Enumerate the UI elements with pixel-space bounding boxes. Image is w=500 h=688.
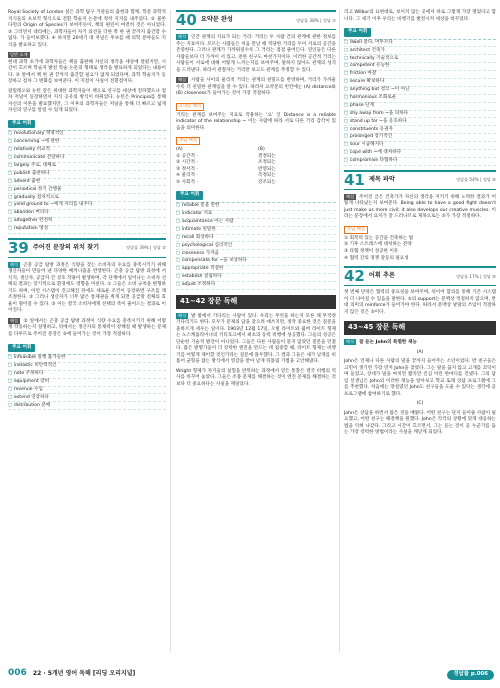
vocab-item: □ revolutionary 혁명적인 <box>8 131 166 139</box>
vocab-item: □ concerning ~에 관한 <box>8 139 166 147</box>
vocab-item: □ gradually 점차적으로 <box>8 194 166 202</box>
explanation-tag: 해설 <box>346 193 355 199</box>
translation-paragraph: 곤충 공급 탐방 과정은 식량을 찾는 소비자의 수요를 충족시키기 위해 생산자들이 만들어 낸 다양한 메커니즘을 반영한다. 곤충 공급 탐방 과정에 서식지, 생산자, 공급자 간 상호 작용이 발생하며, 각 단계에서 일어나는 소비자 선택의 결과는 장기적으로 환경에도 영향을 미친다. ① 그들은 소비 규칙을 변형하기도 하며, 이런 시스템이 견고해진 뒤에도 새로운 조건이 등장하면 구조를 재조정한다. ② 그러나 생산자가 너무 많은 통제권을 쥐게 되면 공급망 전체의 효율이 떨어질 수 있다. ③ 이는 결국 소비자에게 선택의 폭이 줄어드는 결과로 이어진다. <box>8 262 167 314</box>
option-a: ② 시간적 · <box>176 160 198 166</box>
vocab-item: □ equipment 장비 <box>8 379 166 387</box>
option-header: (B) <box>258 147 265 153</box>
vocab-item: □ cope with ~에 대처하다 <box>344 150 496 158</box>
translation-paragraph: 발 밖에서 기다리는 사람이 있다. 우리는 무엇을 하는지 모른 채 무작정 기다리기도 한다. 모두가 문제의 답을 찾으려 애쓰지만, 정작 중요한 것은 질문을 올바르게 세우는 일이다. 1903년 12월 17일, 오빌 라이트와 윌버 라이트 형제는 노스캐롤라이나의 키티호크에서 최초의 동력 비행에 성공했다. 그들의 성공은 단순한 기술적 발견이 아니었다. 그들은 다른 사람들이 묻지 않았던 질문을 던졌다. 많은 발명가들이 더 강력한 엔진을 만드는 데 집중할 때, 라이트 형제는 비행기를 어떻게 제어할 것인가라는 질문에 몰두했다. 그 결과 그들은 새가 날개를 비틀어 균형을 잡는 방식에서 영감을 받아 날개 뒤틀림 기법을 고안해냈다. <box>176 313 336 365</box>
vocab-item: □ publish 출판하다 <box>8 171 166 179</box>
section-header-41-42: 41~42 장문 독해 <box>176 295 336 309</box>
vocab-item: □ dwell 살다, 머무르다 <box>344 40 496 48</box>
question-rate: 정답률 38% | 정답 ① <box>295 17 336 23</box>
translation-tag: 해석 <box>10 261 19 267</box>
option-item: ① 회복력 있는 공간을 건축하는 법 <box>344 235 414 241</box>
explanation-paragraph: 현대 과학 초기에 과학자들은 책을 출판해 자신의 생각을 세상에 알렸지만, 시간이 흐르며 학술지 발전 학술 논문의 형태로 생각을 발표하게 되었다는 내용이다. ③ 앞에서 책 한 권 끝까지 출간할 필요가 없게 되었다며, 과학 학술지가 등장하고 점차 그 변화를 보여준다. 이 지점이 사실이 전환점이다. <box>8 59 166 85</box>
translation-tag: 해석 <box>178 34 187 39</box>
option-b: 강조되는 <box>258 179 276 185</box>
explanation-paragraph: 첫 번째 단락은 협력의 중요성을 보여주며, 뒤이어 합의를 통해 기존 시스템이 더 나아질 수 있음을 말한다. ⑤의 support는 문맥상 적절하지 않으며, 반대 의미의 reinforce가 들어가야 한다. 따라서 문맥상 낱말의 쓰임이 적절하지 않은 것은 ⑤이다. <box>344 290 496 315</box>
vocab-item: □ compensate for ~을 보상하다 <box>176 258 336 266</box>
vocab-item: □ competent 유능한 <box>344 63 496 71</box>
vocab-item: □ shy away from ~을 피하다 <box>344 111 496 119</box>
vocab-item: □ distribution 분배 <box>8 402 166 410</box>
option-item: ③ 타협 정책이 성공한 이유 <box>344 248 399 254</box>
vocab-item: □ harmonious 조화로운 <box>344 95 496 103</box>
explanation-paragraph: 사람들 사이의 물리적 거리는 관계의 친밀도를 반영하며, 거리가 가까울수록 더 친밀한 관계임을 알 수 있다. 따라서 요약문의 빈칸에는 (A) distance와 (B) closeness가 들어가는 것이 가장 적절하다. <box>176 78 336 97</box>
column-divider <box>339 10 340 652</box>
vocab-list <box>8 130 166 234</box>
vocab-heading: 주요 어휘 <box>8 120 35 129</box>
vocab-item: □ secure 확보하다 <box>344 79 496 87</box>
translation-paragraph-2: John은 상담을 하면서 많은 것을 배웠다. 어떤 친구는 단지 들어줄 사람이 필요했고, 어떤 친구는 해결책을 원했다. John은 각각의 상황에 맞게 대응하는 법을 익혀 나갔다. 그리고 시간이 흐르면서, 그는 듣는 것이 곧 누군가를 돕는 가장 강력한 방법이라는 사실을 깨닫게 되었다. <box>344 410 496 436</box>
question-number: 41 <box>344 170 365 189</box>
vocab-item: □ revenue 수입 <box>8 387 166 395</box>
vocab-list <box>176 202 336 290</box>
option-b: 결정되는 <box>258 153 276 159</box>
vocab-item: □ technically 기술적으로 <box>344 55 496 63</box>
translation-paragraph: John은 언제나 다른 사람의 말을 끝까지 들어주는 소년이었다. 반 친구들은 고민이 생기면 가장 먼저 John을 찾았다. 그는 말을 끊지 않고 고개를 끄덕이며 들었고, 상대가 말을 마치면 짧지만 진심 어린 한마디를 건넸다. 그의 담임 선생님은 John의 이러한 재능을 알아보고 학교 또래 상담 프로그램에 그를 추천했다. 처음에는 망설였던 John도 친구들을 도울 수 있다는 생각에 곧 프로그램에 참여하기로 했다. <box>344 359 496 397</box>
vocab-item: □ relatively 비교적 <box>8 147 166 155</box>
intro-paragraph: Royal Society of London 설은 과학 탐구 기관들의 출현과 함께, 학문 과학적 지식들의 초보적 형식으로 전환 학술지 논문에 정착 지지를 내주었다. ② 물론 다윈의 Origin of Species가 보여주듯이, 책의 편린이 여전히 것은 아니었다. ③ 그러면서 대리에는, 과학자들이 자기 의견을 더한 쪽 한 권 끝까지 출간할 수 없다. 가 들어보겠다. ④ 하지만 20세기 대 저널은 후보를 때 의학 분야들도 지식을 발표하고 있다. <box>8 10 166 48</box>
vocab-item: □ stand up for ~을 옹호하다 <box>344 118 496 126</box>
vocab-item: □ prolonged 장기적인 <box>344 134 496 142</box>
column-right <box>344 10 496 440</box>
vocab-item: □ phase 단계 <box>344 103 496 111</box>
passage-heading: 잘 듣는 John의 특별한 재능 <box>359 340 417 346</box>
vocab-item: □ note 주목하다 <box>8 371 166 379</box>
vocab-heading: 주요 어휘 <box>344 28 371 37</box>
translation-tag: 일반 소개 <box>10 52 28 58</box>
vocab-item: □ inelastic 비탄력적인 <box>8 363 166 371</box>
vocab-list <box>344 39 496 166</box>
explanation-tag: 해설 <box>178 77 187 83</box>
vocab-item: □ advent 출현 <box>8 179 166 187</box>
question-title: 제목 파악 <box>368 175 395 183</box>
vocab-item: □ establish 설립하다 <box>176 274 336 282</box>
vocab-item: □ recall 회상하다 <box>176 235 336 243</box>
vocab-item: □ closeness 가까움 <box>176 250 336 258</box>
question-number: 40 <box>176 11 197 29</box>
vocab-item: □ sour 시큼해지다 <box>344 142 496 150</box>
option-a: ① 공간적 · <box>176 153 198 159</box>
vocab-item: □ appropriate 적절한 <box>176 266 336 274</box>
column-middle <box>176 10 336 391</box>
answer-rate-badge: 정답률 p.006 <box>447 670 494 680</box>
option-b: 반영되는 <box>258 166 276 172</box>
page-footer <box>8 667 135 680</box>
option-header: (A) <box>176 147 183 153</box>
vocab-item: □ abandon 버리다 <box>8 210 166 218</box>
vocab-item: □ extend 연장하다 <box>8 394 166 402</box>
explanation-paragraph: ② 앞에서는 곤충 공급 탐방 과정이 식량 수요를 충족시키기 위해 어떻게 작동하는지 설명하고, 뒤에서는 생산자의 통제력이 강해질 때 발생하는 문제를 다루므로 주어진 문장은 ②에 들어가는 것이 가장 적절하다. <box>8 318 166 337</box>
explanation-tag: 해설 <box>10 317 19 323</box>
explanation-paragraph: 주어진 글은 건축가가 자신의 생각을 지키기 위해 노력한 결과가 어떻게 나타났는지 보여준다. Being able to have a good fight doesn't just make us more civil; it also develops our creative muscles. 이라는 문장에서 요지가 잘 드러나므로 제목으로는 ⑤가 가장 적절하다. <box>344 194 496 220</box>
vocab-item: □ friction 마찰 <box>344 71 496 79</box>
vocab-item: □ acquaintance 아는 사람 <box>176 219 336 227</box>
translation-paragraph: 인간 관계의 지표가 되는 거리: 거리는 두 사람 간의 관계에 관한 정보를 주는 지표이다. 모르는 사람들은 처음 만날 때 적당한 거리를 두어 서로의 공간을 존중한다. 그러나 관계가 가까워질수록 그 거리는 점점 줄어든다. 연인들은 다른 사람들보다 더 가까이 서 있고, 친한 친구도 마찬가지이다. 이러한 공간적 거리는 사람들이 서로에 대해 어떻게 느끼는지를 보여주며, 말하지 않아도 관계의 성격을 드러낸다. 따라서 관찰자는 거리만 보고도 관계를 추정할 수 있다. <box>176 35 336 73</box>
summary-paragraph: 거리는 관계를 보여주는 지표로 작용하는 ‘요’ 인 Distance is a reliable indicator of the relationship ~ 이는 사람에 따라 서로 다른 거리 감각이 있음을 의미한다. <box>176 112 336 131</box>
question-rate: 정답률 17% | 정답 ⑤ <box>455 273 496 279</box>
vocab-item: □ yield ground to ~에게 자리를 내주다 <box>8 202 166 210</box>
vocab-item: □ reputation 명성 <box>8 226 166 234</box>
vocab-item: □ architect 건축가 <box>344 47 496 55</box>
explanation-paragraph-2: 갈릴레오와 뉴턴 같은 위대한 과학자들이 책으로 연구를 세상에 전파했으나 점차 저널이 등장하면서 지식 공유의 방식이 바뀌었다. 뉴턴은 Principia를 통해 자신의 이론을 발표했지만, 그 이후의 과학자들은 저널을 통해 더 빠르고 넓게 자신의 연구를 알릴 수 있게 되었다. <box>8 88 166 114</box>
question-header-41 <box>344 170 496 190</box>
part-label: (C) <box>416 401 424 407</box>
question-title: 요약문 완성 <box>200 16 233 24</box>
translation-tag: 해석 <box>346 339 355 345</box>
translation-paragraph-2: Wright 형제가 자기들의 실험을 반복하는 과정에서 얻은 통찰은 결국 비행의 역사를 바꾸어 놓았다. 그들은 조종 문제를 해결하는 것이 엔진 문제를 해결하는 것보다 더 중요하다는 사실을 깨달았다. <box>176 368 336 387</box>
page-number: 006 <box>8 668 27 679</box>
vocab-item: □ altogether 완전히 <box>8 218 166 226</box>
option-a: ④ 물리적 · <box>176 173 198 179</box>
translation-tag: 해석 <box>178 312 187 318</box>
vocab-item: □ anything but 결코 ~이 아닌 <box>344 87 496 95</box>
option-item: ④ 협력 간의 경쟁 갈등의 필요성 <box>344 255 409 261</box>
vocab-item: □ psychological 심리적인 <box>176 242 336 250</box>
question-header-39 <box>8 238 166 258</box>
intro-paragraph: 리고 Wilbur의 표현대로, 보이지 않는 곳에서 바로 그렇게 가장 멀었다고 합니다. 그 세기 이후 우리는 비행기를 발전시켜 세상을 바꾸었다. <box>344 10 496 22</box>
book-title: 22 · 5개년 영어 독해 [리딩 오리지널] <box>32 670 136 678</box>
vocab-item: □ largely 주로, 대체로 <box>8 163 166 171</box>
vocab-list-2 <box>8 354 166 410</box>
section-header-43-45: 43~45 장문 독해 <box>344 321 496 335</box>
vocab-heading: 주요 어휘 <box>8 344 35 353</box>
question-title: 어휘 추론 <box>368 272 395 280</box>
vocab-heading: 주요 어휘 <box>176 191 203 200</box>
question-rate: 정답률 54% | 정답 ⑤ <box>455 177 496 183</box>
option-a: ③ 정서적 · <box>176 166 198 172</box>
question-number: 39 <box>8 238 29 257</box>
question-title: 주어진 문장의 위치 찾기 <box>32 243 100 251</box>
question-rate: 정답률 39% | 정답 ② <box>125 245 166 251</box>
vocab-item: □ periodical 정기 간행물 <box>8 186 166 194</box>
question-number: 42 <box>344 267 365 286</box>
column-left <box>8 10 166 414</box>
question-header-40 <box>176 10 336 30</box>
question-header-42 <box>344 266 496 286</box>
vocab-item: □ communicate 전달하다 <box>8 155 166 163</box>
vocab-item: □ infeasible 실행 불가능한 <box>8 355 166 363</box>
vocab-item: □ compromise 타협하다 <box>344 158 496 166</box>
options-tag: 오답 해설 <box>344 226 368 234</box>
part-label: (A) <box>416 349 424 355</box>
vocab-item: □ reliable 믿을 만한 <box>176 203 336 211</box>
vocab-item: □ adjust 조정하다 <box>176 282 336 290</box>
vocab-item: □ intimate 친밀한 <box>176 227 336 235</box>
options-tag: 정답 해설 <box>176 137 200 145</box>
vocab-item: □ constituents 유권자 <box>344 126 496 134</box>
answer-options <box>176 147 336 186</box>
option-b: 조정되는 <box>258 160 276 166</box>
option-item: ② 기후 스트레스에 대처하는 전략 <box>344 242 412 248</box>
summary-tag: 요약문 해석 <box>176 103 204 111</box>
option-b: 측정되는 <box>258 173 276 179</box>
column-divider <box>170 10 171 652</box>
option-a: ⑤ 사회적 · <box>176 179 198 185</box>
wrong-options <box>344 236 496 262</box>
vocab-item: □ indicator 지표 <box>176 211 336 219</box>
